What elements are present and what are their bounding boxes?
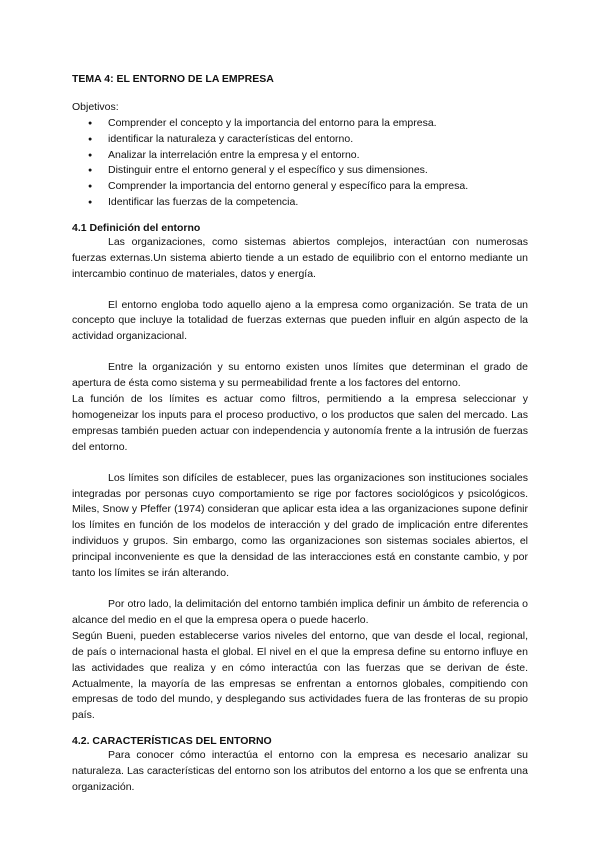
paragraph: Para conocer cómo interactúa el entorno con la empresa es necesario analizar su naturaleza. Las características del entorno son los atributos del entorno a los que se enfrenta una organización. bbox=[72, 749, 528, 794]
paragraph: Entre la organización y su entorno existen unos límites que determinan el grado de apertura de ésta como sistema y su permeabilidad frente a los factores del entorno. bbox=[72, 361, 528, 390]
objective-item: ● identificar la naturaleza y características del entorno. bbox=[72, 132, 528, 148]
section-heading-definicion: 4.1 Definición del entorno bbox=[72, 221, 201, 234]
objective-item: ● Identificar las fuerzas de la competencia. bbox=[72, 195, 528, 211]
page-title: TEMA 4: EL ENTORNO DE LA EMPRESA bbox=[72, 73, 274, 85]
objective-item: ● Comprender el concepto y la importancia del entorno para la empresa. bbox=[72, 116, 528, 132]
paragraph: Los límites son difíciles de establecer, pues las organizaciones son instituciones sociales integradas por personas cuyo comportamiento se rige por factores sociológicos y psicológicos. Miles, Snow y Pfeffer (1974) consideran que aplicar esta idea a las organizaciones supone definir los límites en función de los modelos de interacción y del grado de implicación entre diferentes individuos y grupos. Sin embargo, como las organizaciones son sistemas sociales abiertos, el principal inconveniente es que la densidad de las interacciones está en constante cambio, y por tanto los límites se irán alterando. bbox=[72, 471, 528, 580]
objectives-label: Objetivos: bbox=[72, 101, 119, 113]
paragraph: La función de los límites es actuar como filtros, permitiendo a la empresa seleccionar y homogeneizar los inputs para el proceso productivo, o los productos que salen del mercado. Las empresas también pueden actuar con independencia y autonomía frente a la intrusión de fuerzas del entorno. bbox=[72, 393, 528, 453]
paragraph: El entorno engloba todo aquello ajeno a la empresa como organización. Se trata de un concepto que incluye la totalidad de fuerzas externas que pueden influir en algún aspecto de la actividad organizacional. bbox=[72, 298, 528, 343]
paragraph: Según Bueni, pueden establecerse varios niveles del entorno, que van desde el local, regional, de país o internacional hasta el global. El nivel en el que la empresa define su entorno influye en las actividades que realiza y en cómo interactúa con las fuerzas que se derivan de éste. Actualmente, la mayoría de las empresas se enfrentan a entornos globales, compitiendo con empresas de todo del mundo, y desplegando sus actividades fuera de las fronteras de su propio país. bbox=[72, 629, 528, 722]
objective-item: ● Analizar la interrelación entre la empresa y el entorno. bbox=[72, 148, 528, 164]
objectives-list bbox=[72, 116, 528, 211]
paragraph: Las organizaciones, como sistemas abiertos complejos, interactúan con numerosas fuerzas externas.Un sistema abierto tiende a un estado de equilibrio con el entorno mediante un intercambio continuo de materiales, datos y energía. bbox=[72, 235, 528, 280]
paragraph: Por otro lado, la delimitación del entorno también implica definir un ámbito de referencia o alcance del medio en el que la empresa opera o puede hacerlo. bbox=[72, 598, 528, 626]
objective-item: ● Distinguir entre el entorno general y el específico y sus dimensiones. bbox=[72, 163, 528, 179]
objective-item: ● Comprender la importancia del entorno general y específico para la empresa. bbox=[72, 179, 528, 195]
section-heading-caracteristicas: 4.2. CARACTERÍSTICAS DEL ENTORNO bbox=[72, 735, 272, 748]
document-page bbox=[72, 72, 528, 796]
